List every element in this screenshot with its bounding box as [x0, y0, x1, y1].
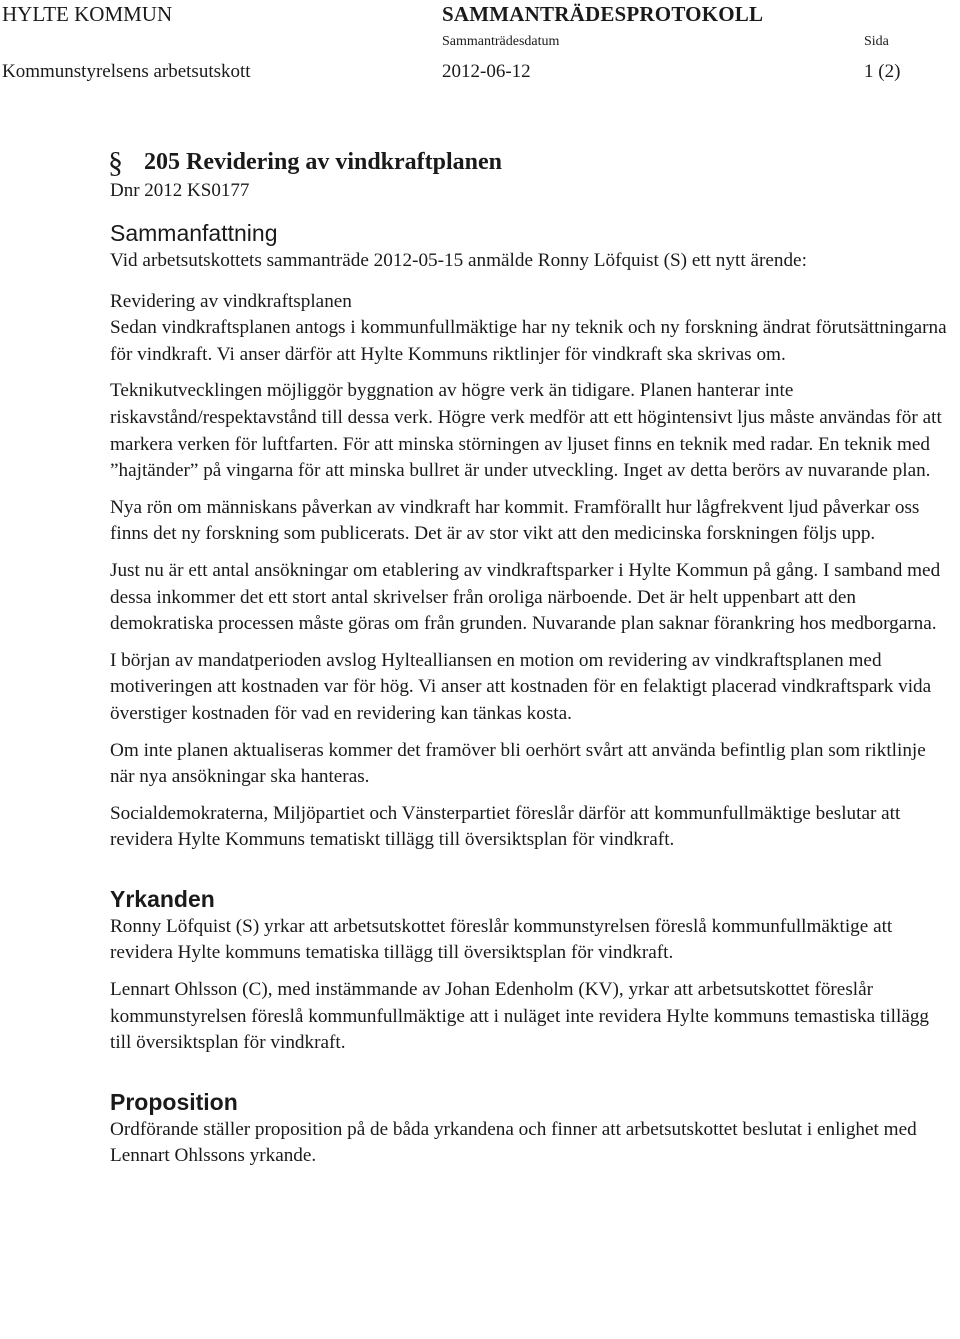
motion-paragraph: Ronny Löfquist (S) yrkar att arbetsutskottet föreslår kommunstyrelsen föreslå kommunfullmäktige att revidera Hylte kommuns tematiska tillägg till översiktsplan för vindkraft.: [110, 915, 893, 964]
summary-paragraph: I början av mandatperioden avslog Hyltealliansen en motion om revidering av vindkraftsplanen med motiveringen att kostnaden var för hög. Vi anser att kostnaden för en felaktigt placerad vindkraftspark vida överstiger kostnaden för vad en revidering kan tänkas kosta.: [110, 649, 932, 724]
motions-heading: Yrkanden: [110, 885, 215, 912]
document-type: SAMMANTRÄDESPROTOKOLL: [442, 2, 764, 26]
summary-paragraph: Revidering av vindkraftsplanen: [110, 290, 352, 312]
organization-name: HYLTE KOMMUN: [2, 2, 173, 26]
proposition-section: [110, 1087, 955, 1170]
summary-paragraph: Nya rön om människans påverkan av vindkraft har kommit. Framförallt hur lågfrekvent ljud påverkar oss finns det ny forskning som publicerats. Det är av stor vikt att den medicinska forskningen följs upp.: [110, 496, 920, 545]
proposition-heading: Proposition: [110, 1088, 238, 1115]
document-body: [110, 146, 955, 1170]
summary-paragraph: Om inte planen aktualiseras kommer det framöver bli oerhört svårt att använda befintlig plan som riktlinje när nya ansökningar ska hanteras.: [110, 739, 926, 788]
summary-paragraph: Just nu är ett antal ansökningar om etablering av vindkraftsparker i Hylte Kommun på gång. I samband med dessa inkommer det ett stort antal skrivelser från oroliga närboende. Det är helt uppenbart att den demokratiska processen måste göras om från grunden. Nuvarande plan saknar förankring hos medborgarna.: [110, 559, 941, 635]
section-symbol: §: [108, 146, 123, 179]
proposition-paragraph: Ordförande ställer proposition på de båda yrkandena och finner att arbetsutskottet beslutat i enlighet med Lennart Ohlssons yrkande.: [110, 1118, 917, 1167]
summary-section: [110, 218, 955, 854]
summary-paragraph: Socialdemokraterna, Miljöpartiet och Vänsterpartiet föreslår därför att kommunfullmäktige beslutar att revidera Hylte Kommuns tematiskt tillägg till översiktsplan för vindkraft.: [110, 802, 901, 851]
item-title: 205 Revidering av vindkraftplanen: [144, 149, 503, 175]
motion-paragraph: Lennart Ohlsson (C), med instämmande av Johan Edenholm (KV), yrkar att arbetsutskottet föreslår kommunstyrelsen föreslå kommunfullmäktige att i nuläget inte revidera Hylte kommuns temastiska tillägg till översiktsplan för vindkraft.: [110, 979, 930, 1054]
summary-paragraph: Teknikutvecklingen möjliggör byggnation av högre verk än tidigare. Planen hanterar inte riskavstånd/respektavstånd till dessa verk. Högre verk medför att ett högintensivt ljus måste användas för att markera verken för luftfarten. För att minska störningen av ljuset finns en teknik med radar. En teknik med ”hajtänder” på vingarna för att minska bullret är under utveckling. Inget av detta berörs av nuvarande plan.: [110, 380, 942, 482]
summary-heading: Sammanfattning: [110, 220, 278, 246]
diary-number: Dnr 2012 KS0177: [110, 180, 250, 201]
meeting-date-label: Sammanträdesdatum: [442, 34, 560, 49]
page-number: 1 (2): [864, 61, 901, 82]
item-header: [110, 146, 955, 204]
committee-name: Kommunstyrelsens arbetsutskott: [2, 61, 251, 82]
meeting-date: 2012-06-12: [442, 61, 531, 82]
motions-section: [110, 884, 955, 1057]
page-number-label: Sida: [864, 34, 889, 49]
page-header: [0, 0, 960, 90]
summary-intro: Vid arbetsutskottets sammanträde 2012-05-15 anmälde Ronny Löfquist (S) ett nytt ärende:: [110, 250, 807, 271]
summary-paragraph: Sedan vindkraftsplanen antogs i kommunfullmäktige har ny teknik och ny forskning ändrat förutsättningarna för vindkraft. Vi anser därför att Hylte Kommuns riktlinjer för vindkraft ska skrivas om.: [110, 317, 947, 365]
